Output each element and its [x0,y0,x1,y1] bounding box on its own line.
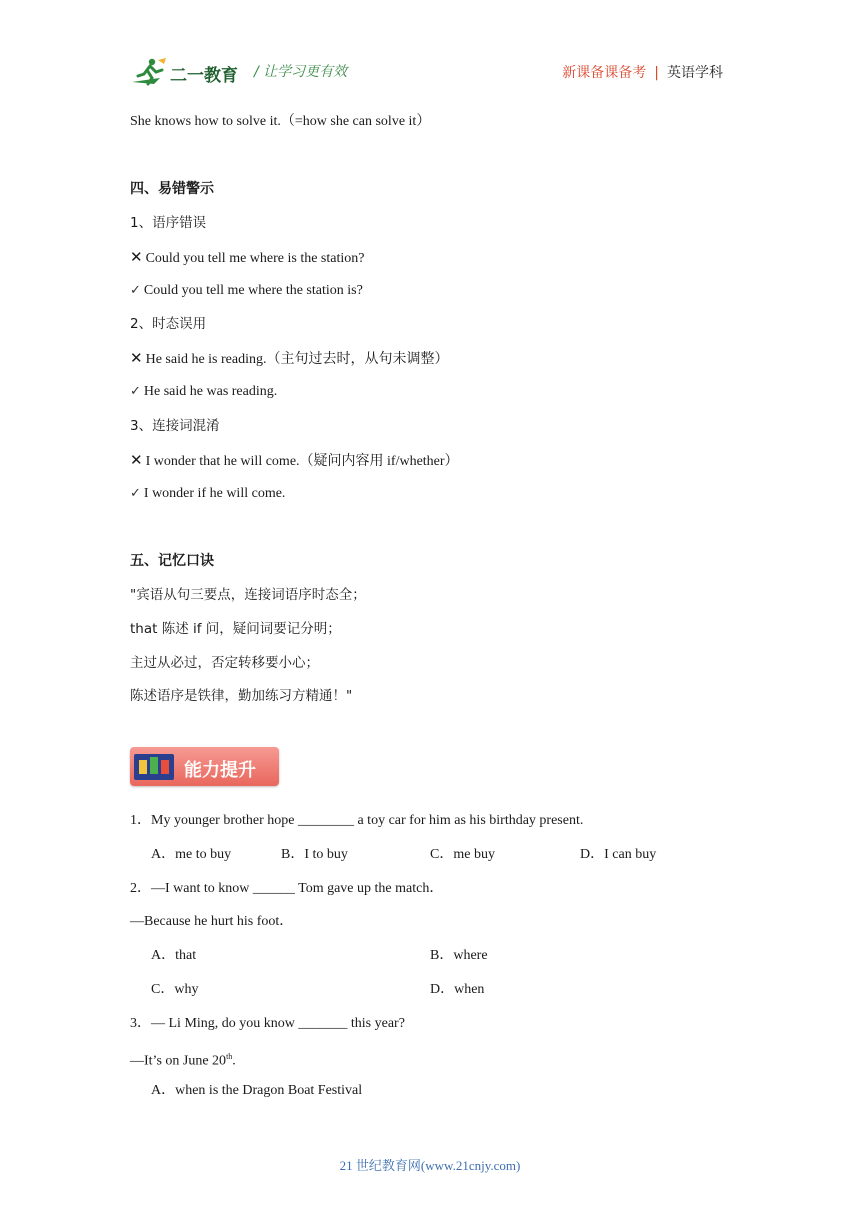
option-c: C．me buy [430,847,495,862]
wrong-example-2 [130,348,449,370]
ability-badge [130,747,279,786]
mnemonic-line: 陈述语序是铁律，勤加练习方精通！" [130,688,353,704]
option-b: B．where [430,948,488,963]
header-separator: | [654,65,659,81]
wrong-example-text: Could you tell me where is the station? [145,251,365,266]
option-b: B．I to buy [281,847,348,862]
podium-icon [134,754,174,780]
wrong-example-1 [130,247,364,269]
right-example-1 [130,281,363,301]
question-3: 3．— Li Ming, do you know _______ this year? [130,1016,405,1031]
question-2: 2．—I want to know ______ Tom gave up the match． [130,881,444,896]
wrong-example-text: I wonder that he will come.（疑问内容用 if/whether） [145,454,459,469]
ordinal-suffix: th [226,1052,233,1061]
option-a: A．when is the Dragon Boat Festival [151,1083,363,1098]
cross-icon: ✕ [130,349,143,367]
cross-icon: ✕ [130,451,143,469]
header-right [562,62,723,82]
error-type-1: 1、语序错误 [130,215,207,231]
error-type-2: 2、时态误用 [130,316,207,332]
option-a: A．me to buy [151,847,232,862]
option-c: C．why [151,982,199,997]
logo-text: 二一教育 [170,66,238,86]
wrong-example-3 [130,450,459,472]
header-subject: 英语学科 [667,65,723,81]
right-example-text: He said he was reading. [143,384,278,399]
text-line: She knows how to solve it.（=how she can solve it） [130,114,431,129]
option-d: D．I can buy [580,847,657,862]
check-icon: ✓ [130,384,141,399]
question-3-reply [130,1047,236,1072]
section-heading-errors: 四、易错警示 [130,181,214,197]
mnemonic-line: 主过从必过，否定转移要小心； [130,655,319,671]
option-d: D．when [430,982,485,997]
page-header [130,52,723,92]
badge-label: 能力提升 [184,760,256,781]
slogan: / 让学习更有效 [254,64,348,80]
check-icon: ✓ [130,486,141,501]
header-course-label: 新课备课备考 [562,65,647,81]
right-example-text: I wonder if he will come. [143,486,286,501]
wrong-example-text: He said he is reading.（主句过去时，从句未调整） [145,352,449,367]
cross-icon: ✕ [130,248,143,266]
footer-source: 21 世纪教育网(www.21cnjy.com) [339,1158,521,1173]
error-type-3: 3、连接词混淆 [130,418,220,434]
reply-text: —It’s on June 20 [130,1053,227,1069]
right-example-3 [130,484,285,504]
right-example-text: Could you tell me where the station is? [143,283,363,298]
section-heading-mnemonic: 五、记忆口诀 [130,553,214,569]
question-2-reply: —Because he hurt his foot． [130,914,294,929]
option-a: A．that [151,948,197,963]
reply-end: . [232,1053,236,1069]
mnemonic-line: "宾语从句三要点，连接词语序时态全； [130,587,366,603]
question-1: 1．My younger brother hope ________ a toy car for him as his birthday present. [130,813,584,828]
mnemonic-line: that 陈述 if 问，疑问词要记分明； [130,621,341,637]
check-icon: ✓ [130,283,141,298]
right-example-2 [130,382,277,402]
